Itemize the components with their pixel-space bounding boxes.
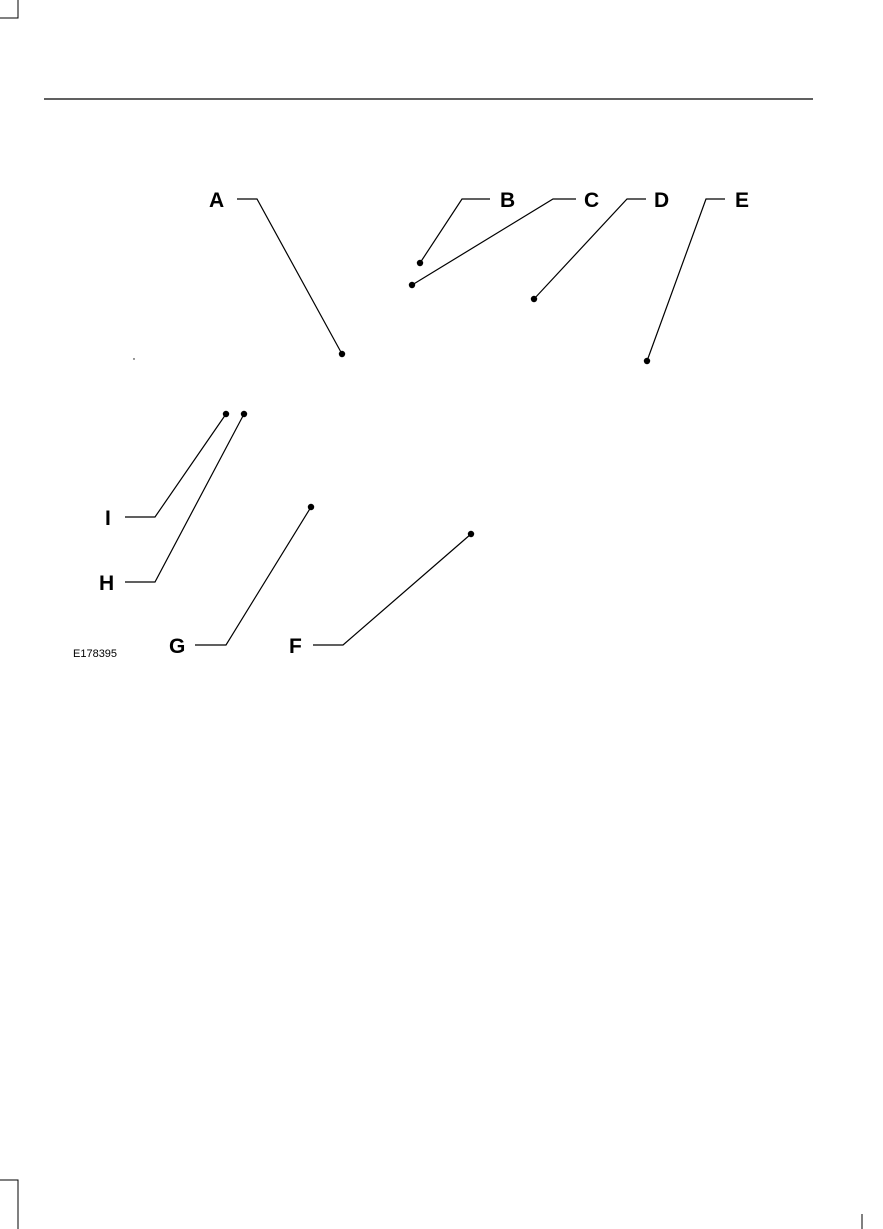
callout-label-c: C: [584, 189, 600, 212]
callout-label-h: H: [99, 572, 115, 595]
callout-d-leader: [531, 199, 646, 302]
callout-label-b: B: [500, 189, 516, 212]
crop-mark-bottom-left: [0, 1180, 18, 1229]
image-speck: [133, 358, 134, 359]
callout-b-leader: [417, 199, 490, 266]
callout-labels: [99, 189, 749, 658]
callout-leaders: [125, 199, 725, 645]
callout-label-i: I: [105, 507, 111, 530]
figure-id: E178395: [73, 648, 118, 660]
callout-f-leader: [313, 531, 474, 645]
callout-a-leader: [237, 199, 345, 357]
callout-label-e: E: [735, 189, 750, 212]
callout-label-g: G: [169, 635, 186, 658]
callout-label-a: A: [209, 189, 225, 212]
callout-c-leader: [409, 199, 576, 288]
callout-e-leader: [644, 199, 725, 364]
callout-i-leader: [125, 411, 229, 517]
crop-mark-top-left: [0, 0, 18, 18]
callout-h-leader: [125, 411, 247, 582]
callout-label-d: D: [654, 189, 670, 212]
callout-g-leader: [195, 504, 314, 645]
callout-label-f: F: [289, 635, 302, 658]
